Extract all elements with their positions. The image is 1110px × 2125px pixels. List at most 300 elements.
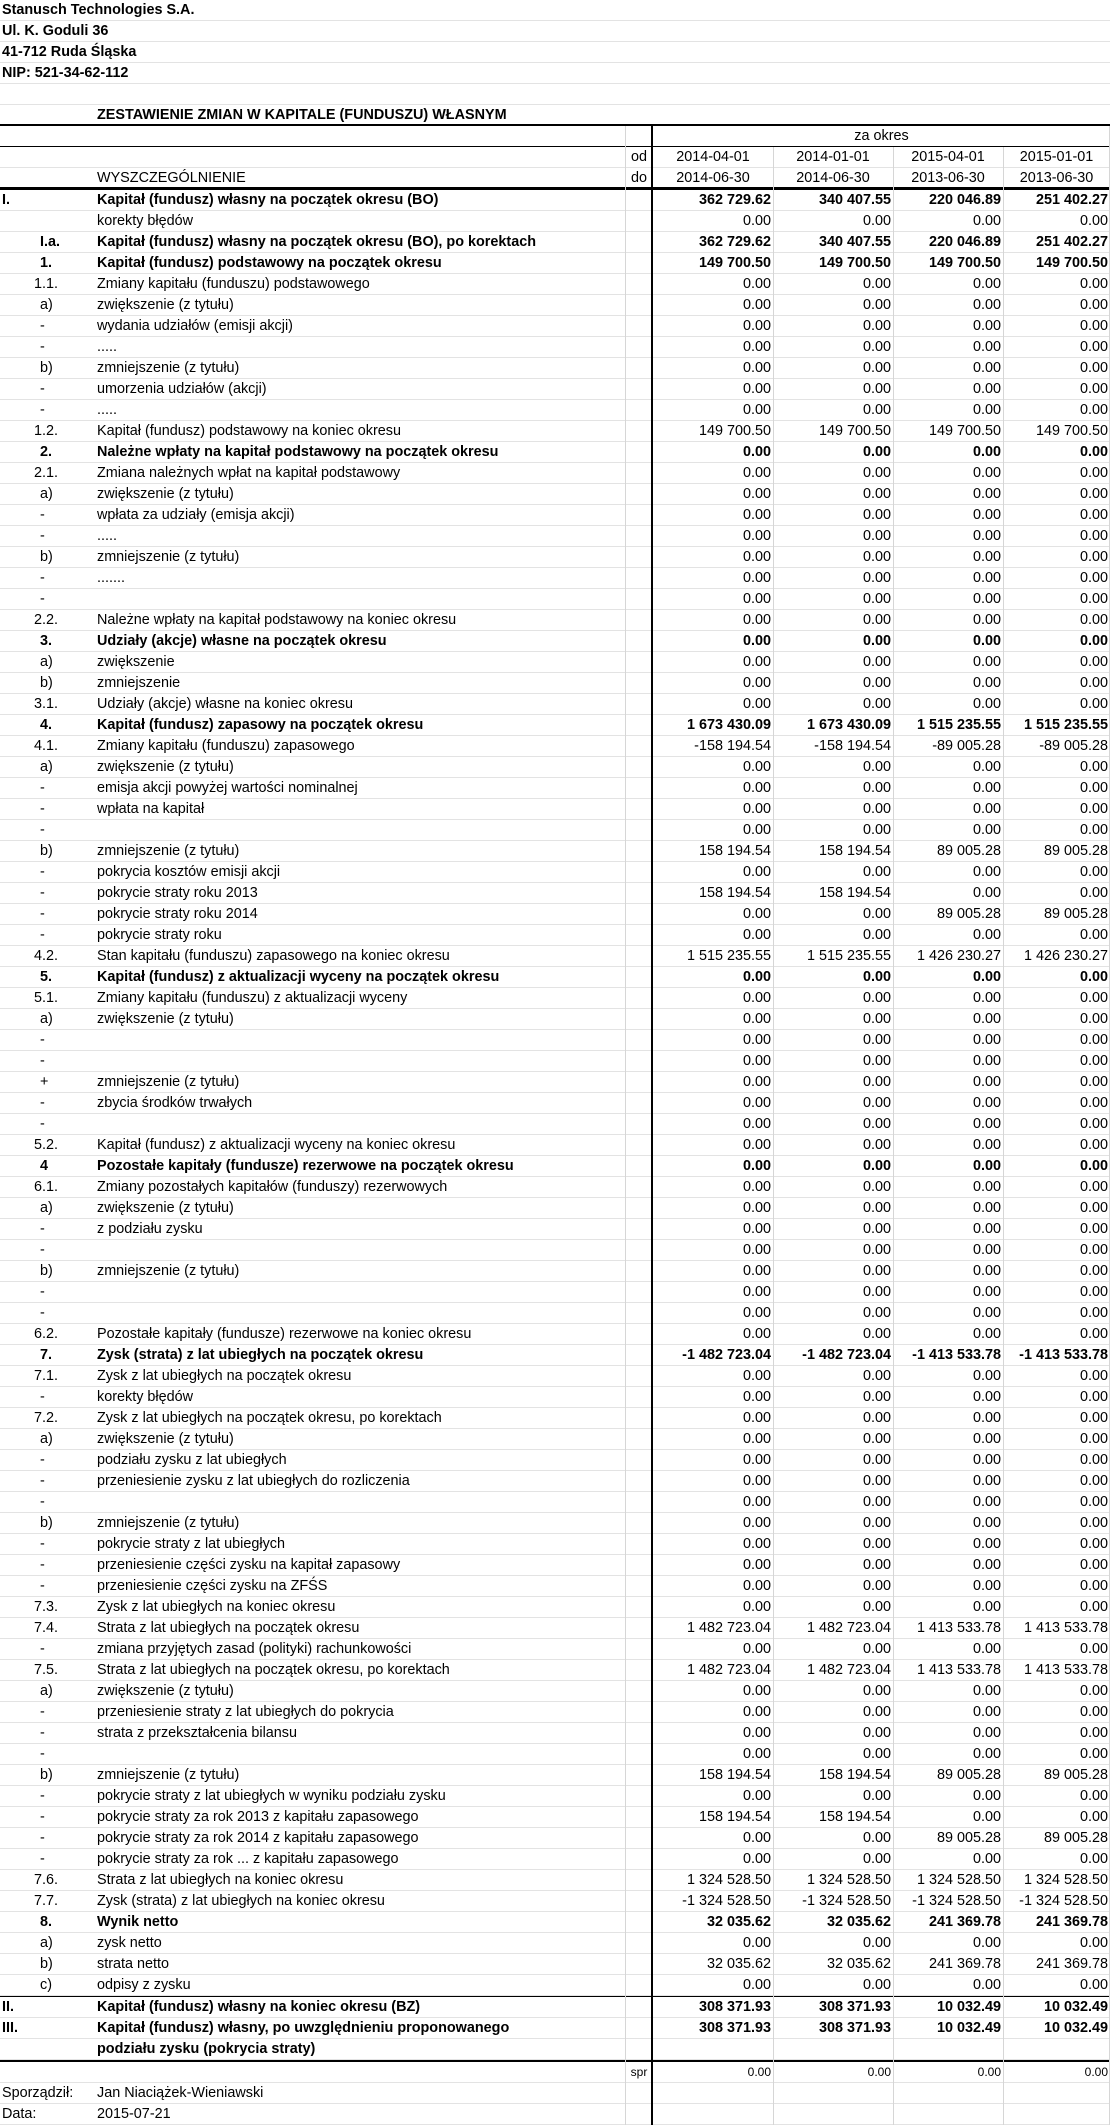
table-row xyxy=(0,316,1110,337)
row-value: 0.00 xyxy=(1079,465,1108,481)
row-description: Kapitał (fundusz) własny, po uwzględnieniu proponowanego xyxy=(97,2020,510,2036)
table-row xyxy=(0,1639,1110,1660)
table-row xyxy=(0,1051,1110,1072)
wyszczegolnienie-label: WYSZCZEGÓLNIENIE xyxy=(97,170,246,186)
row-description: Zmiany kapitału (funduszu) podstawowego xyxy=(97,276,370,292)
row-value: 0.00 xyxy=(1079,213,1108,229)
row-value: 0.00 xyxy=(972,1221,1001,1237)
row-number: - xyxy=(40,1725,45,1741)
row-number: a) xyxy=(40,1011,53,1027)
row-description xyxy=(97,1303,625,1323)
row-value: 89 005.28 xyxy=(1043,906,1108,922)
row-description: Pozostałe kapitały (fundusze) rezerwowe na początek okresu xyxy=(97,1158,514,1174)
row-number: 7.4. xyxy=(34,1620,59,1636)
row-description: ....... xyxy=(97,570,125,586)
row-value: 1 426 230.27 xyxy=(916,948,1001,964)
row-value: 0.00 xyxy=(862,1095,891,1111)
row-value: -158 194.54 xyxy=(814,738,891,754)
row-value: 0.00 xyxy=(742,1431,771,1447)
row-value: 0.00 xyxy=(972,381,1001,397)
table-row xyxy=(0,736,1110,757)
row-value: 0.00 xyxy=(862,1326,891,1342)
row-description: odpisy z zysku xyxy=(97,1977,191,1993)
table-row xyxy=(0,1282,1110,1303)
row-value: 1 515 235.55 xyxy=(916,717,1001,733)
row-description: Kapitał (fundusz) podstawowy na początek okresu xyxy=(97,255,442,271)
row-description: Zysk z lat ubiegłych na początek okresu xyxy=(97,1368,352,1384)
row-value: 0.00 xyxy=(972,1599,1001,1615)
row-value: 0.00 xyxy=(972,1557,1001,1573)
spr-value: 0.00 xyxy=(747,2065,771,2079)
row-value: 0.00 xyxy=(742,549,771,565)
row-value: 0.00 xyxy=(972,1641,1001,1657)
row-value: 0.00 xyxy=(862,1053,891,1069)
row-value: 0.00 xyxy=(972,780,1001,796)
row-number: - xyxy=(40,1536,45,1552)
row-description xyxy=(97,1282,625,1302)
row-value: 0.00 xyxy=(1079,654,1108,670)
row-value: 0.00 xyxy=(862,759,891,775)
row-number: - xyxy=(40,780,45,796)
row-value: 158 194.54 xyxy=(818,843,891,859)
row-value: 0.00 xyxy=(972,1179,1001,1195)
row-value: 0.00 xyxy=(972,1683,1001,1699)
row-value: 308 371.93 xyxy=(698,1999,771,2015)
row-value: 0.00 xyxy=(862,1851,891,1867)
row-description xyxy=(97,1114,625,1134)
row-value: 0.00 xyxy=(862,969,891,985)
row-number: - xyxy=(40,927,45,943)
row-number: a) xyxy=(40,759,53,775)
row-value: 0.00 xyxy=(972,318,1001,334)
table-row xyxy=(0,1093,1110,1114)
row-value: 0.00 xyxy=(862,1032,891,1048)
table-row xyxy=(0,1996,1110,2018)
row-value: 0.00 xyxy=(1079,1725,1108,1741)
row-value: 0.00 xyxy=(972,885,1001,901)
row-value: 308 371.93 xyxy=(698,2020,771,2036)
row-value: 340 407.55 xyxy=(818,234,891,250)
row-value: 0.00 xyxy=(742,906,771,922)
row-value: 0.00 xyxy=(972,1746,1001,1762)
row-description: pokrycie straty z lat ubiegłych w wyniku podziału zysku xyxy=(97,1788,446,1804)
company-name: Stanusch Technologies S.A. xyxy=(2,2,195,18)
row-description: zwiększenie (z tytułu) xyxy=(97,1200,234,1216)
row-value: 0.00 xyxy=(742,969,771,985)
row-description: Strata z lat ubiegłych na koniec okresu xyxy=(97,1872,344,1888)
spr-label: spr xyxy=(630,2065,648,2079)
row-value: 0.00 xyxy=(862,528,891,544)
row-value: 0.00 xyxy=(742,1935,771,1951)
row-value: 0.00 xyxy=(1079,1641,1108,1657)
row-value: 0.00 xyxy=(742,1599,771,1615)
table-row xyxy=(0,547,1110,568)
row-value: 1 324 528.50 xyxy=(916,1872,1001,1888)
row-number: b) xyxy=(40,675,53,691)
row-description: Kapitał (fundusz) podstawowy na koniec okresu xyxy=(97,423,401,439)
date-label: Data: xyxy=(2,2106,37,2122)
row-value: -1 324 528.50 xyxy=(1019,1893,1108,1909)
row-value: 0.00 xyxy=(1079,1284,1108,1300)
row-value: 251 402.27 xyxy=(1035,192,1108,208)
row-value: 0.00 xyxy=(862,801,891,817)
row-number: 4.2. xyxy=(34,948,59,964)
row-number: a) xyxy=(40,297,53,313)
row-value: 89 005.28 xyxy=(936,1830,1001,1846)
row-description: zwiększenie (z tytułu) xyxy=(97,1431,234,1447)
row-number: - xyxy=(40,1032,45,1048)
row-value: 0.00 xyxy=(1079,1053,1108,1069)
table-row xyxy=(0,442,1110,463)
row-value: 0.00 xyxy=(972,654,1001,670)
row-value: 0.00 xyxy=(972,1536,1001,1552)
row-description: zmniejszenie (z tytułu) xyxy=(97,360,240,376)
row-value: 1 324 528.50 xyxy=(686,1872,771,1888)
row-value: 0.00 xyxy=(972,465,1001,481)
row-value: -1 482 723.04 xyxy=(682,1347,771,1363)
row-description: strata z przekształcenia bilansu xyxy=(97,1725,297,1741)
row-value: 0.00 xyxy=(1079,696,1108,712)
za-okres-label: za okres xyxy=(854,128,909,144)
row-value: 241 369.78 xyxy=(1035,1956,1108,1972)
row-value: 0.00 xyxy=(972,1263,1001,1279)
table-row xyxy=(0,253,1110,274)
row-value: 10 032.49 xyxy=(936,2020,1001,2036)
row-description: pokrycie straty za rok 2014 z kapitału zapasowego xyxy=(97,1830,419,1846)
row-description: pokrycie straty roku 2014 xyxy=(97,906,258,922)
row-value: 0.00 xyxy=(1079,780,1108,796)
row-value: 0.00 xyxy=(972,822,1001,838)
row-value: 0.00 xyxy=(972,1515,1001,1531)
row-value: -1 413 533.78 xyxy=(1019,1347,1108,1363)
row-description: Zmiana należnych wpłat na kapitał podstawowy xyxy=(97,465,401,481)
table-row xyxy=(0,1303,1110,1324)
row-value: 0.00 xyxy=(862,1116,891,1132)
row-description: pokrycie straty za rok ... z kapitału zapasowego xyxy=(97,1851,399,1867)
row-value: 0.00 xyxy=(972,1158,1001,1174)
row-value: 0.00 xyxy=(972,1851,1001,1867)
row-number: - xyxy=(40,1641,45,1657)
table-row xyxy=(0,1198,1110,1219)
row-description: zwiększenie (z tytułu) xyxy=(97,486,234,502)
row-number xyxy=(2,211,94,231)
row-value: 0.00 xyxy=(742,1389,771,1405)
row-description: strata netto xyxy=(97,1956,169,1972)
row-value: 0.00 xyxy=(972,486,1001,502)
table-row xyxy=(0,652,1110,673)
row-value: 0.00 xyxy=(862,507,891,523)
row-value: 0.00 xyxy=(972,444,1001,460)
row-value: 0.00 xyxy=(862,1305,891,1321)
row-number: - xyxy=(40,1452,45,1468)
table-row xyxy=(0,526,1110,547)
row-value: 0.00 xyxy=(1079,1305,1108,1321)
row-value: 0.00 xyxy=(972,213,1001,229)
row-number: II. xyxy=(2,1999,14,2015)
row-value: 0.00 xyxy=(1079,1326,1108,1342)
row-description: podziału zysku z lat ubiegłych xyxy=(97,1452,287,1468)
row-value: 308 371.93 xyxy=(818,1999,891,2015)
row-value: 158 194.54 xyxy=(698,843,771,859)
row-description: przeniesienie części zysku na kapitał zapasowy xyxy=(97,1557,401,1573)
column-line xyxy=(1003,147,1004,2125)
row-number: b) xyxy=(40,1956,53,1972)
row-description: zwiększenie xyxy=(97,654,175,670)
row-number: - xyxy=(40,1095,45,1111)
table-row xyxy=(0,841,1110,862)
row-description: Kapitał (fundusz) z aktualizacji wyceny na koniec okresu xyxy=(97,1137,456,1153)
row-value: 0.00 xyxy=(972,1011,1001,1027)
row-value: 0.00 xyxy=(862,591,891,607)
table-row xyxy=(0,1954,1110,1975)
row-value: 0.00 xyxy=(972,1305,1001,1321)
row-number: - xyxy=(40,864,45,880)
row-value: 1 482 723.04 xyxy=(806,1662,891,1678)
row-number: 2.2. xyxy=(34,612,59,628)
row-value: 0.00 xyxy=(742,1515,771,1531)
row-value: 251 402.27 xyxy=(1035,234,1108,250)
row-value: 32 035.62 xyxy=(826,1956,891,1972)
row-value: 0.00 xyxy=(972,1200,1001,1216)
row-value: 0.00 xyxy=(1079,1851,1108,1867)
row-value: 0.00 xyxy=(742,1452,771,1468)
row-value: 0.00 xyxy=(1079,1452,1108,1468)
row-value: -1 324 528.50 xyxy=(682,1893,771,1909)
row-number: 7.5. xyxy=(34,1662,59,1678)
row-value: 0.00 xyxy=(862,1515,891,1531)
row-description: pokrycie straty roku xyxy=(97,927,222,943)
row-value: 0.00 xyxy=(862,864,891,880)
header-to-row xyxy=(0,168,1110,189)
row-value: 0.00 xyxy=(742,675,771,691)
table-row xyxy=(0,1156,1110,1177)
row-value: 0.00 xyxy=(862,1935,891,1951)
table-row xyxy=(0,421,1110,442)
row-value: 0.00 xyxy=(742,1032,771,1048)
table-row xyxy=(0,400,1110,421)
row-value: 1 413 533.78 xyxy=(1023,1662,1108,1678)
row-value: 0.00 xyxy=(862,654,891,670)
row-description: Kapitał (fundusz) własny na początek okresu (BO), po korektach xyxy=(97,234,536,250)
row-value: 0.00 xyxy=(862,1284,891,1300)
row-value: 1 324 528.50 xyxy=(806,1872,891,1888)
row-value: 0.00 xyxy=(1079,990,1108,1006)
table-row xyxy=(0,757,1110,778)
row-number: 6.1. xyxy=(34,1179,59,1195)
table-row xyxy=(0,694,1110,715)
table-row xyxy=(0,1765,1110,1786)
row-value: 0.00 xyxy=(742,360,771,376)
row-value: 0.00 xyxy=(862,1242,891,1258)
row-value: 149 700.50 xyxy=(698,423,771,439)
row-number: 5. xyxy=(40,969,53,985)
row-value: 0.00 xyxy=(862,1452,891,1468)
row-number: - xyxy=(40,1116,45,1132)
row-value: 0.00 xyxy=(1079,801,1108,817)
row-value: 0.00 xyxy=(862,612,891,628)
row-value: 149 700.50 xyxy=(1035,255,1108,271)
row-value: 0.00 xyxy=(1079,1704,1108,1720)
row-description: emisja akcji powyżej wartości nominalnej xyxy=(97,780,358,796)
row-number: - xyxy=(40,1053,45,1069)
table-row xyxy=(0,673,1110,694)
period-from: 2014-04-01 xyxy=(676,149,750,165)
row-description: zysk netto xyxy=(97,1935,162,1951)
row-number: - xyxy=(40,1809,45,1825)
row-value: 149 700.50 xyxy=(818,423,891,439)
row-value: 0.00 xyxy=(972,1977,1001,1993)
row-value: 0.00 xyxy=(862,633,891,649)
row-value: 0.00 xyxy=(862,1641,891,1657)
row-number xyxy=(2,2039,94,2059)
row-value: -1 482 723.04 xyxy=(802,1347,891,1363)
row-value: 0.00 xyxy=(1079,885,1108,901)
row-value: 0.00 xyxy=(742,864,771,880)
row-value: 10 032.49 xyxy=(1043,2020,1108,2036)
row-value: 0.00 xyxy=(862,1179,891,1195)
row-description: Kapitał (fundusz) z aktualizacji wyceny na początek okresu xyxy=(97,969,500,985)
row-value: 0.00 xyxy=(862,1158,891,1174)
row-value: 0.00 xyxy=(1079,1473,1108,1489)
row-value: 0.00 xyxy=(972,549,1001,565)
row-description: zbycia środków trwałych xyxy=(97,1095,253,1111)
table-row xyxy=(0,1576,1110,1597)
row-value: 0.00 xyxy=(862,822,891,838)
row-description: zmniejszenie (z tytułu) xyxy=(97,1074,240,1090)
table-row xyxy=(0,295,1110,316)
row-number: - xyxy=(40,1305,45,1321)
row-value: 158 194.54 xyxy=(818,1767,891,1783)
table-row xyxy=(0,946,1110,967)
row-number: - xyxy=(40,591,45,607)
row-value: 158 194.54 xyxy=(698,885,771,901)
row-value: 0.00 xyxy=(972,1494,1001,1510)
row-value: 32 035.62 xyxy=(706,1914,771,1930)
table-row xyxy=(0,1261,1110,1282)
company-street-row xyxy=(0,21,1110,42)
row-value: 0.00 xyxy=(742,927,771,943)
row-value: 1 413 533.78 xyxy=(916,1662,1001,1678)
row-description: zwiększenie (z tytułu) xyxy=(97,759,234,775)
row-description: ..... xyxy=(97,339,117,355)
row-value: 0.00 xyxy=(742,570,771,586)
table-row xyxy=(0,189,1110,211)
row-value: 0.00 xyxy=(1079,927,1108,943)
company-city: 41-712 Ruda Śląska xyxy=(2,44,137,60)
row-value: 0.00 xyxy=(862,318,891,334)
company-nip-row xyxy=(0,63,1110,84)
row-value: 0.00 xyxy=(1079,1158,1108,1174)
table-row xyxy=(0,631,1110,652)
prepared-label: Sporządził: xyxy=(2,2085,74,2101)
row-value: 0.00 xyxy=(742,1200,771,1216)
row-number: a) xyxy=(40,486,53,502)
table-row xyxy=(0,799,1110,820)
row-value: 1 515 235.55 xyxy=(1023,717,1108,733)
row-description: zwiększenie (z tytułu) xyxy=(97,297,234,313)
table-row xyxy=(0,1429,1110,1450)
row-number: b) xyxy=(40,1767,53,1783)
row-value: 0.00 xyxy=(1079,1200,1108,1216)
column-line xyxy=(893,147,894,2125)
row-description: pokrycia kosztów emisji akcji xyxy=(97,864,281,880)
row-value: 0.00 xyxy=(1079,969,1108,985)
row-number: - xyxy=(40,1242,45,1258)
table-row xyxy=(0,211,1110,232)
row-value: 340 407.55 xyxy=(818,192,891,208)
prepared-row xyxy=(0,2083,1110,2104)
row-number: b) xyxy=(40,843,53,859)
column-line xyxy=(651,126,653,2125)
row-number: - xyxy=(40,1746,45,1762)
row-number: 5.2. xyxy=(34,1137,59,1153)
row-description: zmniejszenie (z tytułu) xyxy=(97,1515,240,1531)
row-number: c) xyxy=(40,1977,52,1993)
row-value: 0.00 xyxy=(742,1704,771,1720)
column-line xyxy=(773,147,774,2125)
row-value: 220 046.89 xyxy=(928,234,1001,250)
row-value: 0.00 xyxy=(1079,1746,1108,1762)
row-value: 241 369.78 xyxy=(928,1914,1001,1930)
row-value: 0.00 xyxy=(1079,570,1108,586)
row-description: pokrycie straty z lat ubiegłych xyxy=(97,1536,285,1552)
row-value: 0.00 xyxy=(742,591,771,607)
table-row xyxy=(0,1912,1110,1933)
row-value: 0.00 xyxy=(742,1473,771,1489)
row-value xyxy=(653,2039,773,2059)
row-value: 0.00 xyxy=(862,927,891,943)
row-value: 0.00 xyxy=(972,1242,1001,1258)
row-value: 0.00 xyxy=(972,675,1001,691)
row-number: b) xyxy=(40,549,53,565)
row-value: 89 005.28 xyxy=(1043,1767,1108,1783)
row-value: 0.00 xyxy=(742,1494,771,1510)
table-row xyxy=(0,778,1110,799)
table-row xyxy=(0,1177,1110,1198)
row-value: 0.00 xyxy=(972,1452,1001,1468)
row-value: 158 194.54 xyxy=(818,885,891,901)
row-number: 2. xyxy=(40,444,53,460)
row-value: 0.00 xyxy=(742,1557,771,1573)
row-value: -1 324 528.50 xyxy=(802,1893,891,1909)
row-value: 0.00 xyxy=(1079,1578,1108,1594)
row-number: 3. xyxy=(40,633,53,649)
row-number: a) xyxy=(40,654,53,670)
table-row xyxy=(0,1744,1110,1765)
table-row xyxy=(0,1618,1110,1639)
row-value: 0.00 xyxy=(1079,1263,1108,1279)
row-value: 0.00 xyxy=(862,1578,891,1594)
row-value: 0.00 xyxy=(972,969,1001,985)
company-street: Ul. K. Goduli 36 xyxy=(2,23,109,39)
row-value: 0.00 xyxy=(742,1977,771,1993)
row-value: 0.00 xyxy=(1079,1137,1108,1153)
row-value: 0.00 xyxy=(1079,675,1108,691)
row-value: 89 005.28 xyxy=(1043,843,1108,859)
row-value: 0.00 xyxy=(1079,1599,1108,1615)
table-row xyxy=(0,1135,1110,1156)
spr-value: 0.00 xyxy=(977,2065,1001,2079)
row-value: 0.00 xyxy=(972,1410,1001,1426)
row-description: zmniejszenie (z tytułu) xyxy=(97,1263,240,1279)
row-value: 1 673 430.09 xyxy=(686,717,771,733)
table-row xyxy=(0,1870,1110,1891)
row-value: 0.00 xyxy=(742,780,771,796)
period-from: 2015-04-01 xyxy=(911,149,985,165)
row-value: 0.00 xyxy=(862,1536,891,1552)
row-description: Zmiany pozostałych kapitałów (funduszy) rezerwowych xyxy=(97,1179,448,1195)
company-name-row xyxy=(0,0,1110,21)
